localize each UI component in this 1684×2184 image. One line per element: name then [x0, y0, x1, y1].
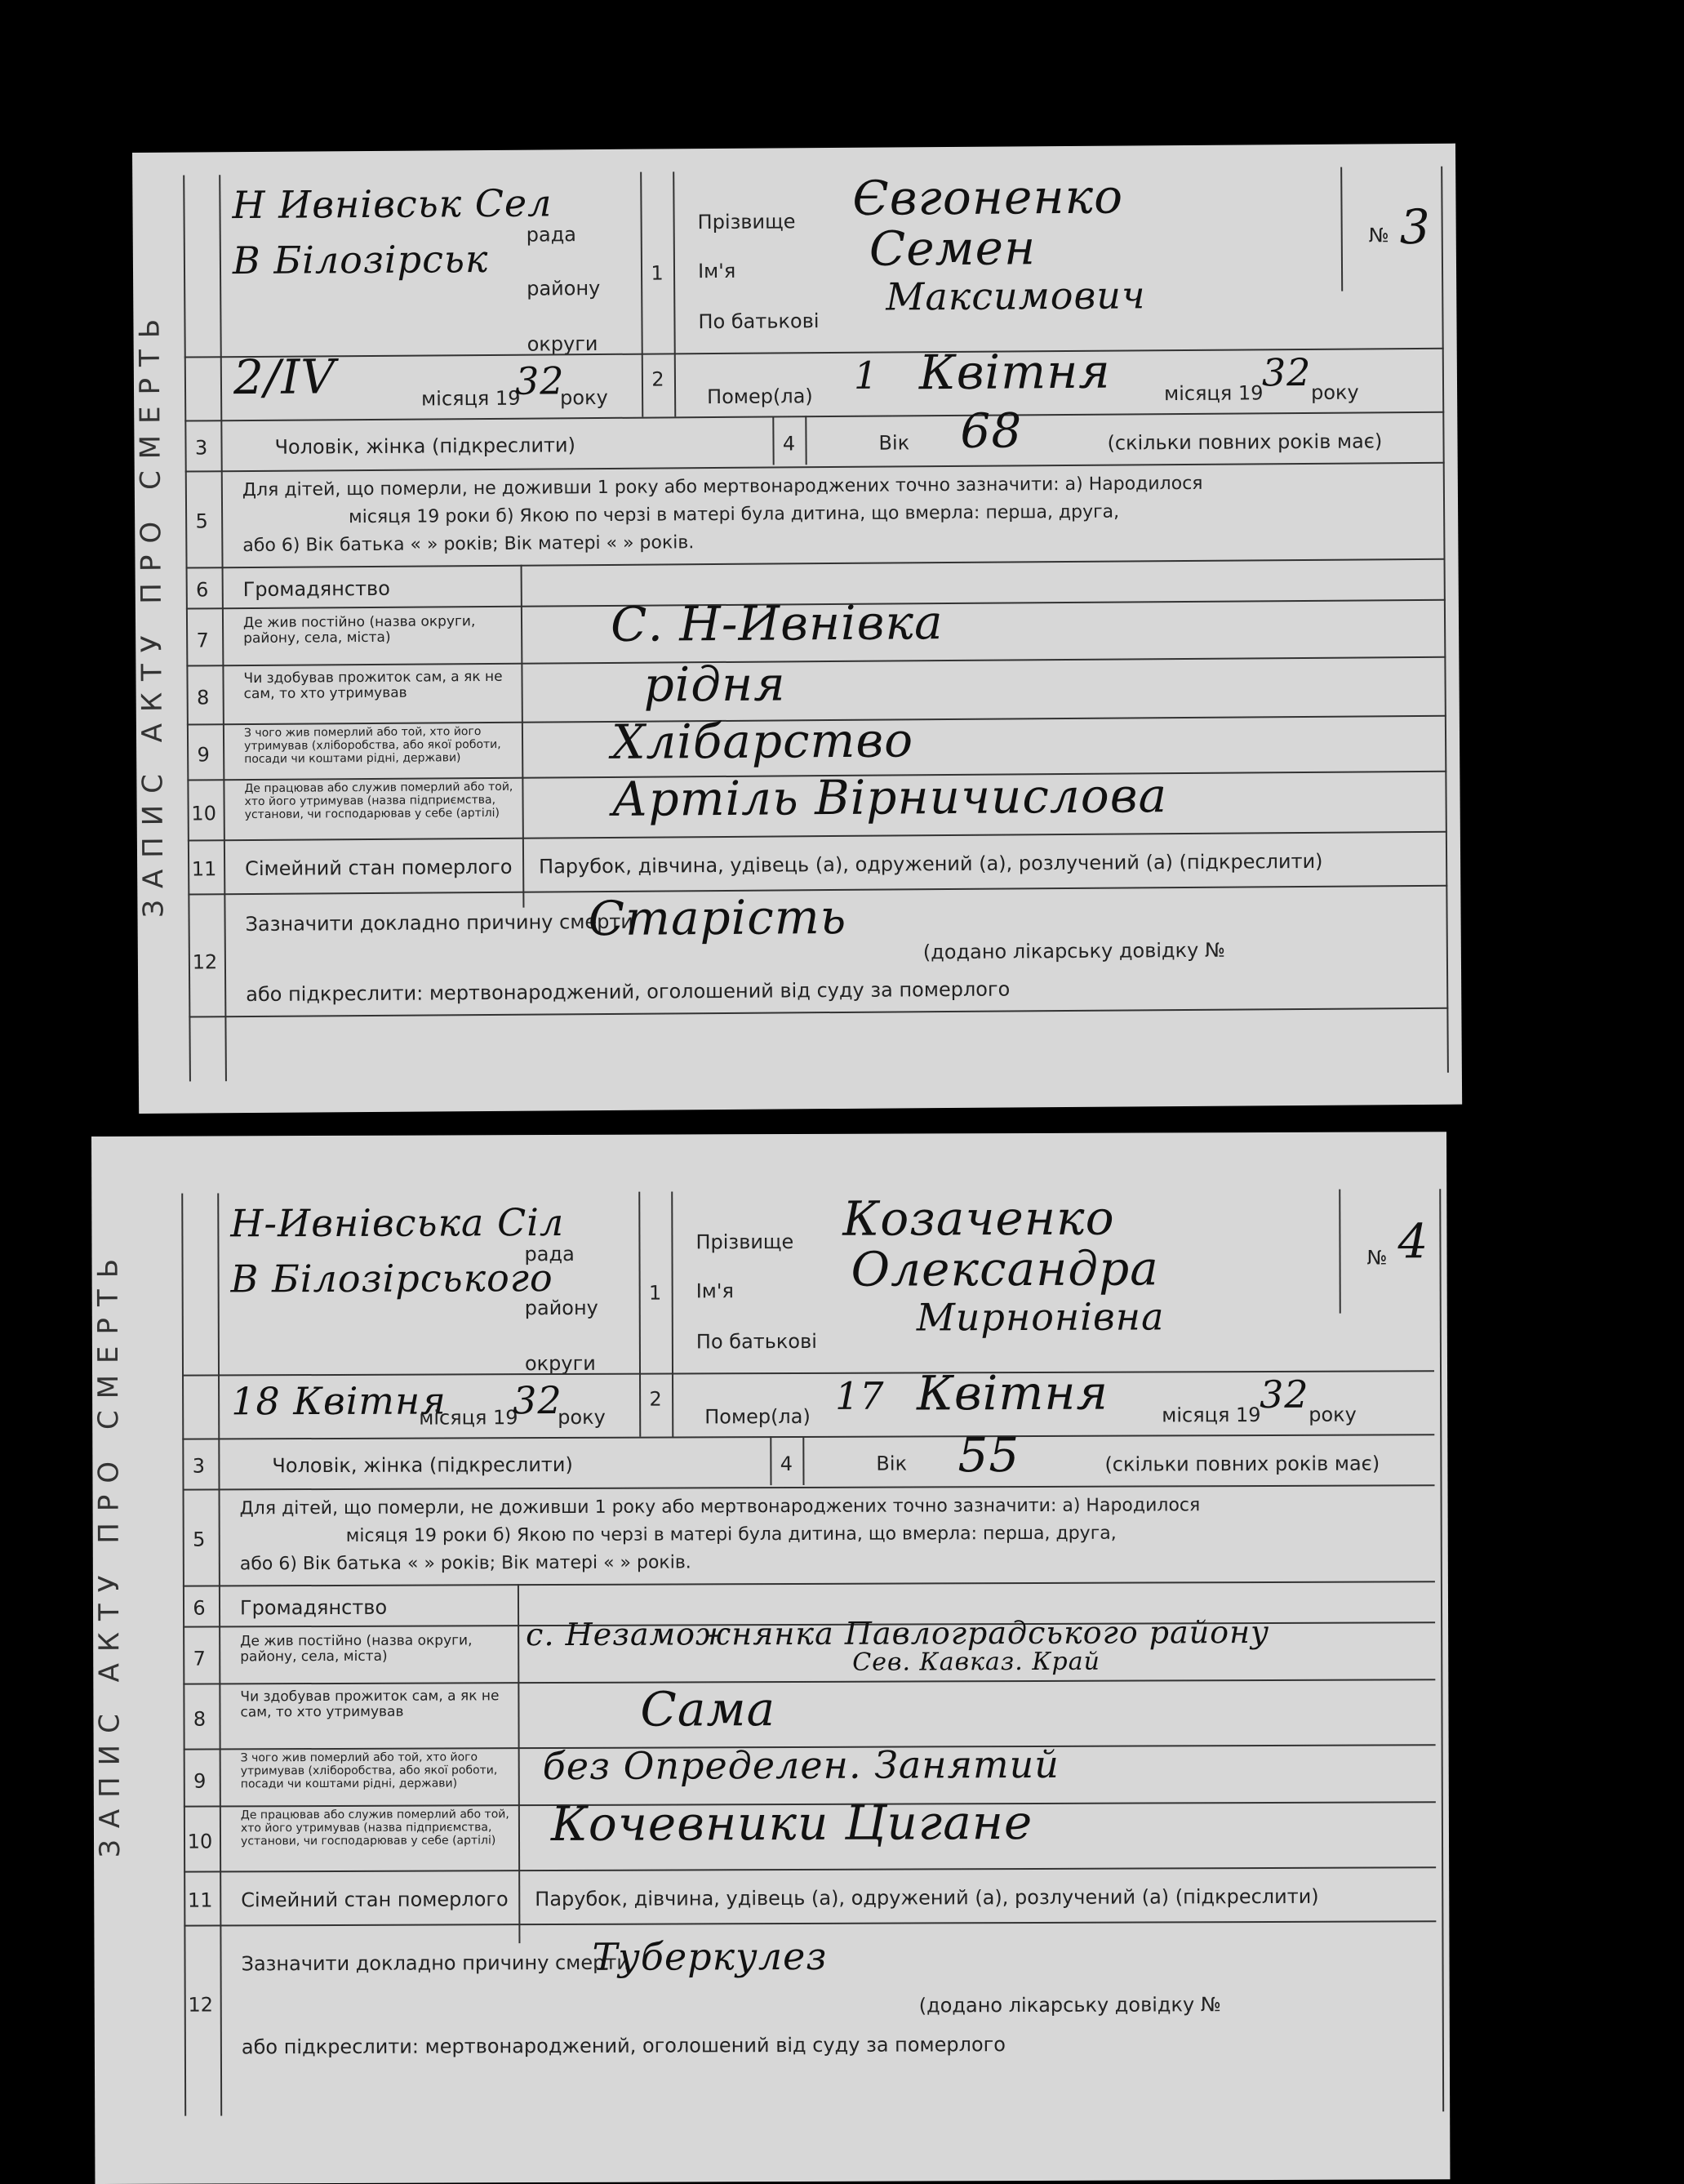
support-label: Чи здобував прожиток сам, а як не сам, то хто утримував [240, 1688, 500, 1721]
surname-label: Прізвище [697, 210, 796, 234]
number-label: № [1368, 224, 1389, 247]
died-day-hand: 17 [835, 1373, 885, 1418]
marital-label: Сімейний стан померлого [241, 1888, 509, 1912]
name-hand: Семен [869, 220, 1037, 277]
residence-hand-line2: Сев. Кавказ. Край [852, 1647, 1100, 1677]
support-hand: Сама [640, 1681, 776, 1737]
record-sheet-bottom [91, 1132, 1450, 2184]
reg-date-hand: 18 Квітня [231, 1378, 447, 1424]
surname-hand: Козаченко [842, 1190, 1115, 1247]
name-hand: Олександра [851, 1240, 1159, 1297]
livelihood-label: З чого жив померлий або той, хто його утримував (хліборобства, або якої роботи, посади чи коштами рідні, держави) [243, 725, 501, 767]
citizenship-label: Громадянство [242, 576, 390, 602]
died-label: Помер(ла) [704, 1404, 811, 1429]
side-title: ЗАПИС АКТУ ПРО СМЕРТЬ [91, 1247, 127, 1857]
side-title-strip [132, 153, 188, 1114]
sex-label: Чоловік, жінка (підкреслити) [274, 434, 576, 459]
stillborn-label: або підкреслити: мертвонароджений, оголошений від суду за померлого [246, 977, 1011, 1007]
okrug-label: округи [527, 332, 598, 356]
work-label: Де працював або служив померлий або той, хто його утримував (назва підприємства, установи, чи господарював у себе (артілі) [244, 780, 513, 822]
record-number: 4 [1397, 1213, 1429, 1270]
children-line1: Для дітей, що померли, не доживши 1 року або мертвонароджених точно зазначити: а) Народилося [242, 473, 1203, 501]
children-line2: місяця 19 роки б) Якою по черзі в матері була дитина, що вмерла: перша, друга, [345, 1523, 1117, 1546]
died-month-hand: Квітня [916, 1364, 1109, 1421]
children-line2: місяця 19 роки б) Якою по черзі в матері була дитина, що вмерла: перша, друга, [349, 501, 1120, 528]
died-year-hand: 32 [1261, 349, 1312, 395]
record-number: 3 [1399, 198, 1431, 256]
died-month-hand: Квітня [918, 343, 1111, 401]
support-hand: рідня [643, 656, 786, 713]
reg-year-hand: 32 [513, 1377, 562, 1423]
died-month-label: місяця 19 [1163, 381, 1264, 406]
rada-label: рада [526, 223, 577, 247]
work-hand: Кочевники Цигане [550, 1794, 1033, 1853]
record-sheet-top [132, 144, 1462, 1114]
surname-hand: Євгоненко [852, 168, 1124, 226]
marital-options: Парубок, дівчина, удівець (а), одружений (а), розлучений (а) (підкреслити) [535, 1884, 1319, 1911]
citizenship-label: Громадянство [239, 1595, 388, 1620]
side-title: ЗАПИС АКТУ ПРО СМЕРТЬ [133, 307, 171, 918]
died-day-hand: 1 [853, 353, 879, 398]
livelihood-hand: Хлібарство [611, 712, 914, 770]
sex-label: Чоловік, жінка (підкреслити) [272, 1452, 573, 1478]
work-hand: Артіль Вірничислова [611, 767, 1168, 827]
cause-label: Зазначити докладно причину смерти [241, 1950, 629, 1976]
year-label: року [560, 385, 608, 410]
month-label: місяця 19 [421, 386, 521, 411]
age-label: Вік [876, 1452, 908, 1475]
died-label: Помер(ла) [707, 385, 813, 409]
rayon-label: району [527, 277, 601, 300]
children-line3: або 6) Вік батька « » років; Вік матері « » років. [239, 1552, 691, 1575]
marital-label: Сімейний стан померлого [245, 855, 513, 881]
work-label: Де працював або служив померлий або той, хто його утримував (назва підприємства, установи, чи господарював у себе (артілі) [240, 1808, 509, 1848]
patronymic-label: По батькові [698, 309, 820, 334]
side-title-strip [91, 1136, 176, 2184]
died-year-hand: 32 [1260, 1372, 1309, 1417]
support-label: Чи здобував прожиток сам, а як не сам, то хто утримував [243, 668, 503, 703]
livelihood-hand: без Определен. Занятий [542, 1741, 1060, 1789]
died-year-label: року [1309, 1403, 1357, 1426]
age-label: Вік [878, 431, 910, 455]
cause-hand: Старість [588, 888, 847, 947]
patronymic-hand: Максимович [886, 273, 1146, 319]
residence-hand: с. Незаможнянка Павлоградського району [526, 1613, 1270, 1653]
month-label: місяця 19 [419, 1406, 518, 1430]
stillborn-label: або підкреслити: мертвонароджений, оголошений від суду за померлого [241, 2033, 1006, 2059]
residence-label: Де жив постійно (назва округи, району, села, міста) [240, 1632, 473, 1666]
age-suffix: (скільки повних років має) [1104, 1452, 1380, 1476]
number-label: № [1366, 1246, 1388, 1270]
cause-label: Зазначити докладно причину смерти [245, 910, 634, 936]
cause-hand: Туберкулез [592, 1933, 828, 1979]
reg-year-hand: 32 [514, 358, 565, 403]
patronymic-hand: Мирнонівна [916, 1294, 1165, 1340]
patronymic-label: По батькові [695, 1329, 817, 1354]
reg-date-hand: 2/IV [233, 349, 336, 406]
children-line3: або 6) Вік батька « » років; Вік матері « » років. [242, 532, 695, 557]
children-line1: Для дітей, що померли, не доживши 1 року або мертвонароджених точно зазначити: а) Народилося [239, 1495, 1201, 1519]
name-label: Ім'я [697, 259, 736, 283]
rayon-label: району [524, 1296, 598, 1320]
name-label: Ім'я [695, 1279, 734, 1303]
died-month-label: місяця 19 [1162, 1403, 1261, 1427]
year-label: року [558, 1405, 606, 1430]
age-suffix: (скільки повних років має) [1107, 429, 1383, 455]
rada-hand: Н Ивнівськ Сел [232, 180, 553, 228]
marital-options: Парубок, дівчина, удівець (а), одружений (а), розлучений (а) (підкреслити) [539, 849, 1323, 878]
age-hand: 55 [958, 1427, 1020, 1483]
rayon-hand: В Білозірськ [232, 236, 489, 283]
age-hand: 68 [960, 403, 1023, 459]
residence-label: Де жив постійно (назва округи, району, села, міста) [242, 613, 476, 647]
record-form-4: Н-Ивнівська Сіл рада В Білозірського району округи 1 Прізвище Козаченко Ім'я Олександра По батькові Мирнонівна № 4 18 Квітня місяця 19 32 року 2 Помер(ла) 17 Квітня місяця 19 32 року 3 Чоловік, жінка (підкреслити) 4 Вік 55 (скільки повних років має) 5 Для дітей, що померли, не доживши 1 року або мертвонароджених точно зазначити: а) Народилося місяця 19 роки б) Якою по черзі в матері була дитина, що вмерла: перша, друга, або 6) Вік батька « » років; Вік матері « » років. 6 Громадянство 7 Де жив постійно (назва округи, району, села, міста) с. Незаможнянка Павлоградського району Сев. Кавказ. Край 8 Чи здобував прожиток сам, а як не сам, то хто утримував Сама 9 З чого жив померлий або той, хто його утримував (хліборобства, або якої роботи, посади чи коштами рідні, держави) без Определен. Занятий 10 Де працював або служив померлий або той, хто його утримував (назва підприємства, установи, чи господарював у себе (артілі) Кочевники Цигане 11 Сімейний стан померлого Парубок, дівчина, удівець (а), одружений (а), розлучений (а) (підкреслити) 12 Зазначити докладно причину смерти Туберкулез (додано лікарську довідку № або підкреслити: мертвонароджений, оголошений від суду за померлого [181, 1189, 1437, 2175]
cert-label: (додано лікарську довідку № [918, 1993, 1221, 2017]
cert-label: (додано лікарську довідку № [922, 938, 1225, 964]
rayon-hand: В Білозірського [230, 1256, 553, 1301]
livelihood-label: З чого жив померлий або той, хто його утримував (хліборобства, або якої роботи, посади чи коштами рідні, держави) [240, 1750, 498, 1791]
record-form-3: Н Ивнівськ Сел рада В Білозірськ району округи 1 Прізвище Євгоненко Ім'я Семен По батькові Максимович № 3 2/IV місяця 19 32 року 2 Помер(ла) 1 Квітня місяця 19 32 року 3 Чоловік, жінка (підкреслити) 4 Вік 68 (скільки повних років має) 5 Для дітей, що померли, не доживши 1 року або мертвонароджених точно зазначити: а) Народилося місяця 19 роки б) Якою по черзі в матері була дитина, що вмерла: перша, друга, або 6) Вік батька « » років; Вік матері « » років. 6 Громадянство 7 Де жив постійно (назва округи, району, села, міста) С. Н-Ивнівка 8 Чи здобував прожиток сам, а як не сам, то хто утримував рідня 9 З чого жив померлий або той, хто його утримував (хліборобства, або якої роботи, посади чи коштами рідні, держави) Хлібарство 10 Де працював або служив померлий або той, хто його утримував (назва підприємства, установи, чи господарював у себе (артілі) Артіль Вірничислова 11 Сімейний стан померлого Парубок, дівчина, удівець (а), одружений (а), розлучений (а) (підкреслити) 12 Зазначити докладно причину смерти Старість (додано лікарську довідку № або підкреслити: мертвонароджений, оголошений від суду за померлого [183, 167, 1449, 1105]
okrug-label: округи [524, 1351, 596, 1376]
rada-label: рада [524, 1242, 575, 1266]
residence-hand: С. Н-Ивнівка [610, 594, 944, 652]
rada-hand: Н-Ивнівська Сіл [230, 1199, 565, 1246]
died-year-label: року [1310, 380, 1359, 404]
surname-label: Прізвище [695, 1230, 794, 1254]
